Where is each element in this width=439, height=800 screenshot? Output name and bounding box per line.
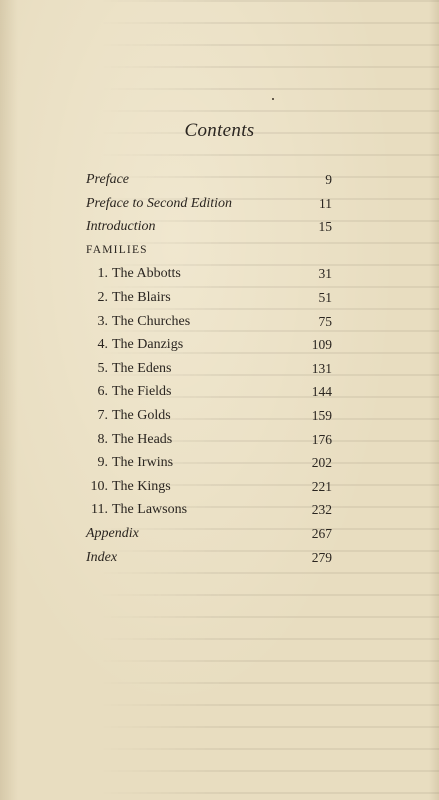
toc-family-entry <box>86 357 332 381</box>
entry-page: 51 <box>318 289 332 305</box>
toc-family-entry <box>86 451 332 475</box>
toc-entry-index <box>86 546 332 570</box>
toc-family-entry <box>86 404 332 428</box>
toc-entry-title: Preface to Second Edition <box>86 195 233 211</box>
entry-title: The Churches <box>112 313 191 329</box>
toc-entry-preface-second-edition <box>86 192 332 216</box>
toc-family-entry <box>86 380 332 404</box>
entry-title: The Abbotts <box>112 266 181 282</box>
toc-family-entry <box>86 286 332 310</box>
entry-number: 1. <box>97 266 108 282</box>
entry-title: The Kings <box>112 478 171 494</box>
entry-page: 176 <box>311 431 332 447</box>
entry-page: 159 <box>311 407 332 423</box>
toc-entry-page: 279 <box>311 549 332 565</box>
entry-number: 6. <box>97 384 108 400</box>
toc-entry-page: 9 <box>325 172 332 187</box>
entry-page: 131 <box>311 360 332 376</box>
entry-number: 7. <box>97 407 108 423</box>
entry-page: 221 <box>311 478 332 494</box>
entry-title: The Edens <box>112 360 172 376</box>
entry-page: 109 <box>311 337 332 353</box>
toc-entry-title: Index <box>86 549 118 565</box>
entry-page: 202 <box>311 455 332 471</box>
toc-section-heading <box>86 239 332 263</box>
entry-title: The Danzigs <box>112 337 184 353</box>
entry-number: 10. <box>90 478 108 494</box>
entry-number: 11. <box>91 502 108 518</box>
entry-number: 8. <box>97 431 108 447</box>
toc-family-entry <box>86 498 332 522</box>
entry-page: 232 <box>311 502 332 518</box>
toc-entry-preface <box>86 168 332 192</box>
toc-entry-title: Preface <box>86 172 130 187</box>
entry-title: The Lawsons <box>112 502 188 518</box>
entry-title: The Irwins <box>112 455 174 471</box>
entry-number: 2. <box>97 289 108 305</box>
toc-entry-page: 267 <box>311 525 332 541</box>
entry-page: 144 <box>311 384 332 400</box>
entry-page: 75 <box>318 313 332 329</box>
table-of-contents <box>86 168 332 569</box>
entry-title: The Heads <box>112 431 173 447</box>
entry-title: The Fields <box>112 384 172 400</box>
toc-entry-title: Introduction <box>86 219 156 235</box>
page-speck <box>272 98 274 100</box>
entry-number: 4. <box>97 337 108 353</box>
entry-number: 5. <box>97 360 108 376</box>
toc-entry-appendix <box>86 522 332 546</box>
toc-family-entry <box>86 333 332 357</box>
toc-family-entry <box>86 428 332 452</box>
contents-heading: Contents <box>184 120 255 141</box>
toc-family-entry <box>86 310 332 334</box>
entry-number: 3. <box>97 313 108 329</box>
section-title: FAMILIES <box>86 243 148 256</box>
toc-family-entry <box>86 475 332 499</box>
entry-title: The Golds <box>112 407 171 423</box>
entry-page: 31 <box>318 266 332 282</box>
entry-title: The Blairs <box>112 289 171 305</box>
toc-entry-page: 15 <box>318 219 332 235</box>
toc-entry-introduction <box>86 215 332 239</box>
toc-family-entry <box>86 262 332 286</box>
toc-entry-title: Appendix <box>86 525 139 541</box>
entry-number: 9. <box>97 455 108 471</box>
toc-entry-page: 11 <box>319 195 332 211</box>
